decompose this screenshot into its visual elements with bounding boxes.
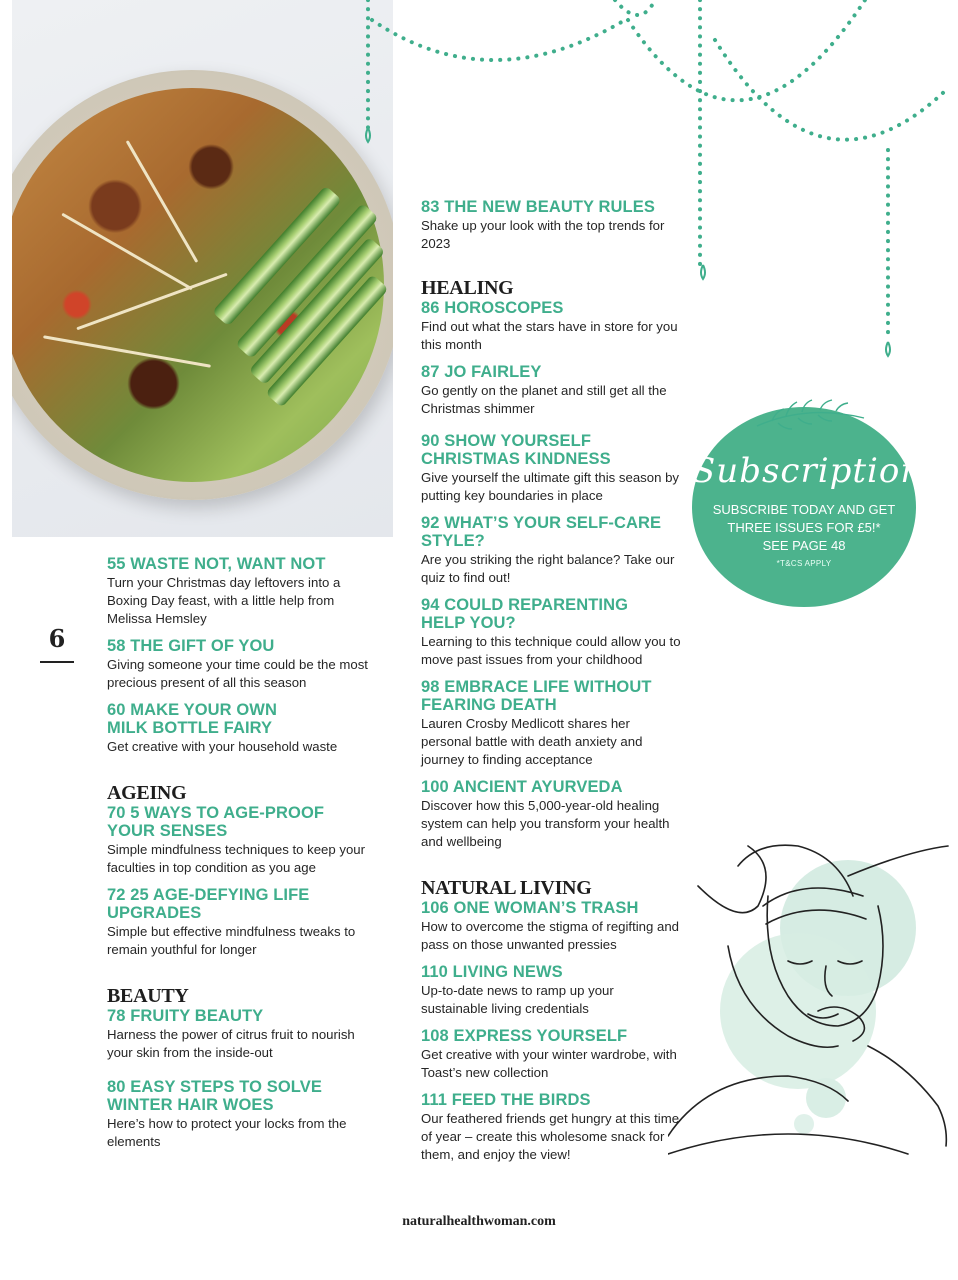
leaf-sprig-icon <box>752 396 872 436</box>
entry-title: 94 COULD REPARENTING HELP YOU? <box>421 596 629 632</box>
contents-entry[interactable] <box>421 514 683 587</box>
entry-title: 108 EXPRESS YOURSELF <box>421 1027 628 1045</box>
entry-title: 78 FRUITY BEAUTY <box>107 1007 264 1025</box>
entry-title: 72 25 AGE-DEFYING LIFE UPGRADES <box>107 886 310 922</box>
contents-entry[interactable] <box>421 899 683 954</box>
entry-description: Turn your Christmas day leftovers into a Boxing Day feast, with a little help from Melissa Hemsley <box>107 575 341 626</box>
subscriptions-title: Subscriptions <box>692 451 942 491</box>
entry-description: Harness the power of citrus fruit to nourish your skin from the inside-out <box>107 1027 355 1060</box>
entry-title: 111 FEED THE BIRDS <box>421 1091 591 1109</box>
subscriptions-offer <box>702 501 906 555</box>
entry-title: 110 LIVING NEWS <box>421 963 563 981</box>
contents-entry[interactable] <box>421 778 683 851</box>
entry-title: 70 5 WAYS TO AGE-PROOF YOUR SENSES <box>107 804 325 840</box>
contents-entry[interactable] <box>107 804 369 877</box>
entry-description: Shake up your look with the top trends for 2023 <box>421 218 665 251</box>
entry-title: 98 EMBRACE LIFE WITHOUT FEARING DEATH <box>421 678 652 714</box>
entry-title: 60 MAKE YOUR OWN MILK BOTTLE FAIRY <box>107 701 277 737</box>
entry-description: How to overcome the stigma of regifting and pass on those unwanted pressies <box>421 919 680 952</box>
entry-title: 86 HOROSCOPES <box>421 299 564 317</box>
page-number: 6 <box>40 624 74 663</box>
contents-entry[interactable] <box>107 637 369 692</box>
contents-entry[interactable] <box>421 363 683 418</box>
section-heading-beauty: BEAUTY <box>107 985 189 1007</box>
contents-entry[interactable] <box>107 1007 369 1062</box>
entry-description: Simple mindfulness techniques to keep your faculties in top condition as you age <box>107 842 366 875</box>
entry-title: 90 SHOW YOURSELF CHRISTMAS KINDNESS <box>421 432 611 468</box>
entry-title: 83 THE NEW BEAUTY RULES <box>421 198 655 216</box>
subscriptions-line: THREE ISSUES FOR £5!* <box>727 520 881 535</box>
contents-entry[interactable] <box>421 1091 683 1164</box>
website-footer[interactable]: naturalhealthwoman.com <box>402 1214 556 1229</box>
face-line-art-illustration <box>668 836 953 1166</box>
entry-description: Go gently on the planet and still get all the Christmas shimmer <box>421 383 667 416</box>
entry-title: 100 ANCIENT AYURVEDA <box>421 778 623 796</box>
contents-entry[interactable] <box>107 886 369 959</box>
entry-title: 87 JO FAIRLEY <box>421 363 542 381</box>
entry-description: Lauren Crosby Medlicott shares her personal battle with death anxiety and journey to finding acceptance <box>421 716 643 767</box>
contents-entry[interactable] <box>421 299 683 354</box>
entry-title: 106 ONE WOMAN’S TRASH <box>421 899 639 917</box>
entry-description: Giving someone your time could be the most precious present of all this season <box>107 657 368 690</box>
contents-entry[interactable] <box>421 963 683 1018</box>
entry-title: 55 WASTE NOT, WANT NOT <box>107 555 326 573</box>
entry-description: Are you striking the right balance? Take our quiz to find out! <box>421 552 675 585</box>
section-heading-ageing: AGEING <box>107 782 187 804</box>
entry-title: 92 WHAT’S YOUR SELF-CARE STYLE? <box>421 514 662 550</box>
entry-description: Up-to-date news to ramp up your sustainable living credentials <box>421 983 614 1016</box>
subscriptions-line: SUBSCRIBE TODAY AND GET <box>712 502 896 517</box>
entry-title: 80 EASY STEPS TO SOLVE WINTER HAIR WOES <box>107 1078 322 1114</box>
terms-note: *T&CS APPLY <box>776 559 832 568</box>
contents-column-right <box>421 198 683 1173</box>
entry-description: Here’s how to protect your locks from the elements <box>107 1116 347 1149</box>
subscriptions-line: SEE PAGE 48 <box>762 538 846 553</box>
contents-entry[interactable] <box>107 701 369 756</box>
contents-entry[interactable] <box>421 432 683 505</box>
entry-title: 58 THE GIFT OF YOU <box>107 637 275 655</box>
entry-description: Learning to this technique could allow you to move past issues from your childhood <box>421 634 681 667</box>
contents-entry[interactable] <box>421 198 683 253</box>
entry-description: Simple but effective mindfulness tweaks to remain youthful for longer <box>107 924 356 957</box>
contents-column-left <box>107 555 369 1160</box>
section-heading-natural-living: NATURAL LIVING <box>421 877 592 899</box>
entry-description: Get creative with your winter wardrobe, with Toast’s new collection <box>421 1047 677 1080</box>
contents-entry[interactable] <box>107 1078 369 1151</box>
entry-description: Our feathered friends get hungry at this time of year – create this wholesome snack for them, and enjoy the view! <box>421 1111 680 1162</box>
entry-description: Find out what the stars have in store for you this month <box>421 319 678 352</box>
contents-entry[interactable] <box>421 678 683 769</box>
entry-description: Get creative with your household waste <box>107 739 338 754</box>
contents-entry[interactable] <box>107 555 369 628</box>
section-heading-healing: HEALING <box>421 277 514 299</box>
contents-entry[interactable] <box>421 596 683 669</box>
subscriptions-badge[interactable] <box>692 407 942 607</box>
entry-description: Give yourself the ultimate gift this season by putting key boundaries in place <box>421 470 680 503</box>
contents-entry[interactable] <box>421 1027 683 1082</box>
entry-description: Discover how this 5,000-year-old healing system can help you transform your health and wellbeing <box>421 798 670 849</box>
